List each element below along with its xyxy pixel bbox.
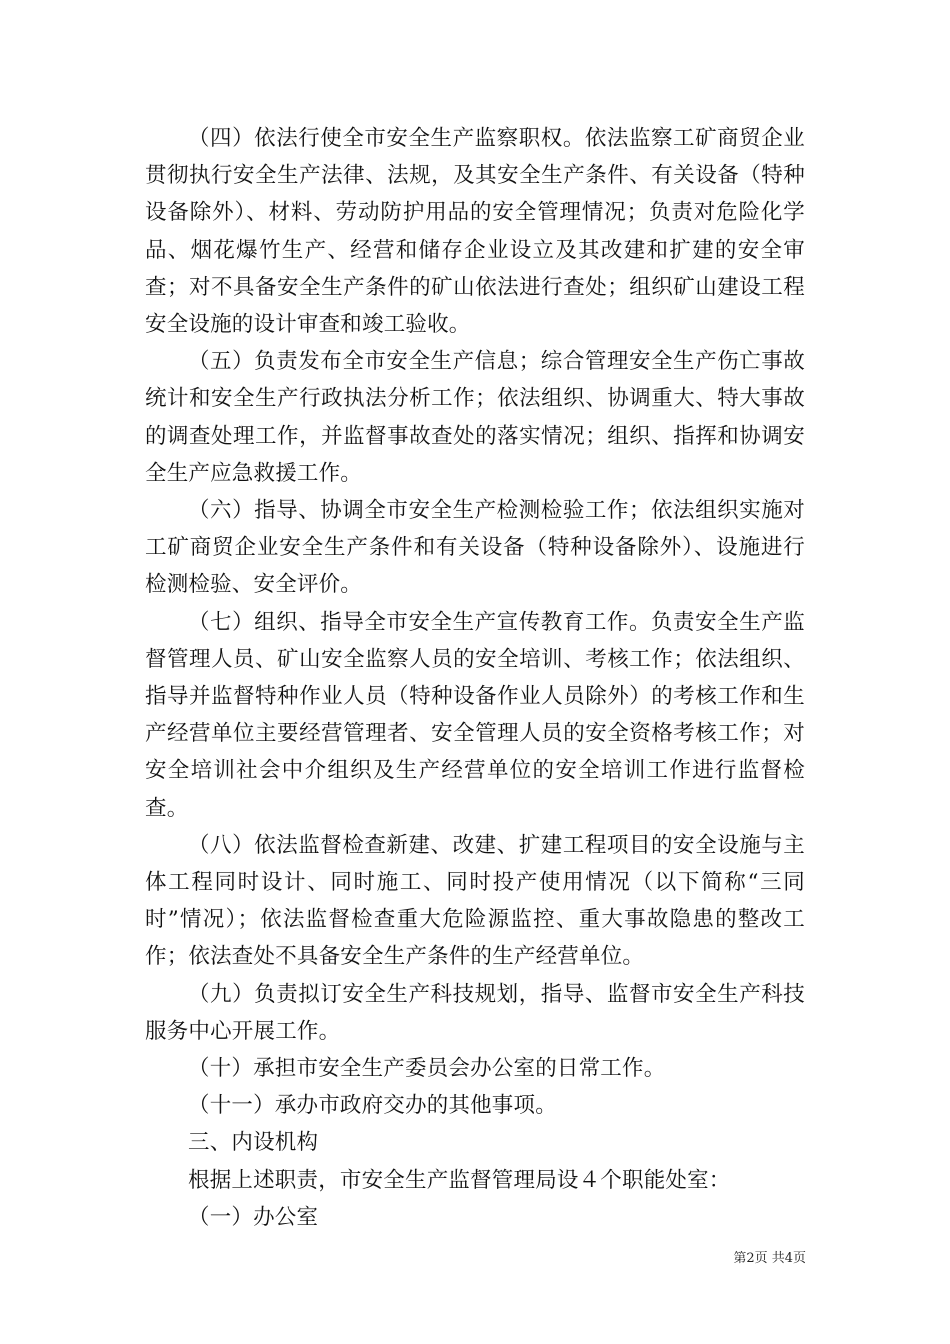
paragraph-section-9: （九）负责拟订安全生产科技规划，指导、监督市安全生产科技服务中心开展工作。 [145,981,805,1044]
paragraph-section-7: （七）组织、指导全市安全生产宣传教育工作。负责安全生产监督管理人员、矿山安全监察人员的安全培训、考核工作；依法组织、指导并监督特种作业人员（特种设备作业人员除外）的考核工作和生产经营单位主要经营管理者、安全管理人员的安全资格考核工作；对安全培训社会中介组织及生产经营单位的安全培训工作进行监督检查。 [145,609,805,821]
paragraph-section-11: （十一）承办市政府交办的其他事项。 [188,1093,557,1119]
paragraph-office: （一）办公室 [188,1204,319,1230]
paragraph-section-4: （四）依法行使全市安全生产监察职权。依法监察工矿商贸企业贯彻执行安全生产法律、法规，及其安全生产条件、有关设备（特种设备除外）、材料、劳动防护用品的安全管理情况；负责对危险化学品、烟花爆竹生产、经营和储存企业设立及其改建和扩建的安全审查；对不具备安全生产条件的矿山依法进行查处；组织矿山建设工程安全设施的设计审查和竣工验收。 [145,126,805,338]
document-body [145,120,805,1236]
heading-internal-structure: 三、内设机构 [188,1130,319,1156]
paragraph-section-5: （五）负责发布全市安全生产信息；综合管理安全生产伤亡事故统计和安全生产行政执法分析工作；依法组织、协调重大、特大事故的调查处理工作，并监督事故查处的落实情况；组织、指挥和协调安全生产应急救援工作。 [145,349,805,486]
paragraph-section-8: （八）依法监督检查新建、改建、扩建工程项目的安全设施与主体工程同时设计、同时施工、同时投产使用情况（以下简称“三同时”情况）；依法监督检查重大危险源监控、重大事故隐患的整改工作；依法查处不具备安全生产条件的生产经营单位。 [145,832,805,970]
paragraph-departments-intro: 根据上述职责，市安全生产监督管理局设４个职能处室： [188,1167,731,1193]
paragraph-section-6: （六）指导、协调全市安全生产检测检验工作；依法组织实施对工矿商贸企业安全生产条件和有关设备（特种设备除外）、设施进行检测检验、安全评价。 [145,498,805,598]
page-number: 第2页 共4页 [733,1251,806,1266]
paragraph-section-10: （十）承担市安全生产委员会办公室的日常工作。 [188,1056,666,1082]
